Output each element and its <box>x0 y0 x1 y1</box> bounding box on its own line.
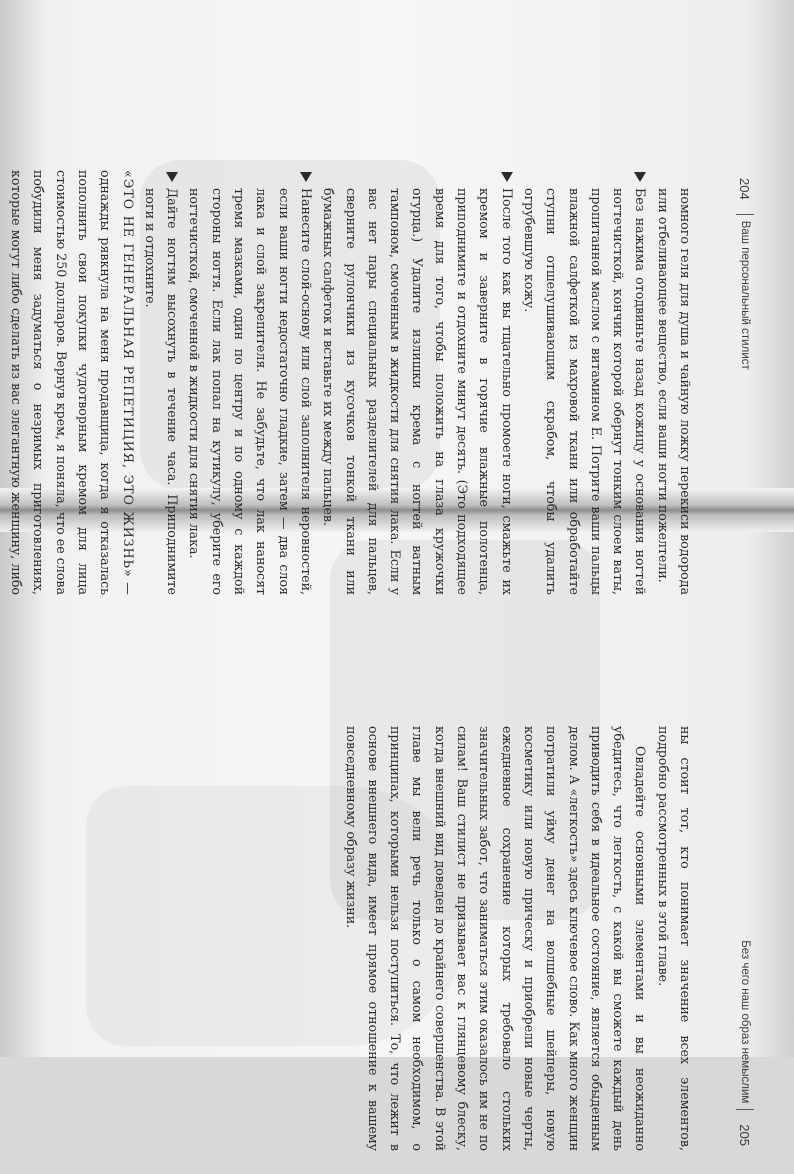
quote-paragraph <box>0 170 139 595</box>
left-page <box>9 140 766 618</box>
running-head-right <box>736 940 754 1154</box>
triangle-bullet-icon <box>501 172 513 182</box>
running-head-title: Без чего наш образ немыслим <box>739 940 751 1104</box>
page-body <box>339 726 696 1151</box>
quote-text: — однажды рявкнула на меня продавщица, когда я отказалась пополнить свои покупки чудотворным кремом для лица стоимостью 250 долларов. Вернув крем, я поняла, что ее слова побудили меня задуматься о незримых приготовлениях, которые могут либо сделать из вас элегантную женщину, либо <box>9 170 136 595</box>
list-item-text: Без нажима отодвиньте назад кожицу у основания ногтей ногтечисткой, кончик которой обернут тонким слоем ваты, пропитанной маслом с витамином Е. Потрите ваши пальцы влажной салфеткой из махровой ткани или обработайте ступни отшелушивающим скрабом, чтобы удалить огрубевшую кожу. <box>521 188 649 595</box>
triangle-bullet-icon <box>166 172 178 182</box>
list-item-text: Нанесите слой-основу или слой заполнителя неровностей, если ваши ногти недостаточно гладкие, затем — два слоя лака и слой закрепителя. Не забудьте, что лак наносят тремя мазками, один по центру и по одному с каждой стороны ногтя. Если лак попал на кутикулу, уберите его ногтечисткой, смоченной в жидкости для снятия лака. <box>187 188 314 595</box>
list-item <box>139 170 184 595</box>
head-rule <box>736 214 754 215</box>
paragraph: ны стоит тот, кто понимает значение всех элементов, подробно рассмотренных в этой главе. <box>655 726 693 1151</box>
paragraph: номного геля для душа и чайную ложку перекиси водорода или отбеливающее вещество, если ваши ногти пожелтели. <box>655 188 693 595</box>
right-page <box>26 696 766 1174</box>
list-item-text: Дайте ногтям высохнуть в течение часа. Приподнимите ноги и отдохните. <box>142 188 181 595</box>
page-number: 204 <box>737 178 753 200</box>
triangle-bullet-icon <box>300 172 312 182</box>
running-head-left <box>736 170 754 370</box>
page-body <box>0 170 696 595</box>
running-head-title: Ваш персональный стилист <box>739 220 751 370</box>
list-item <box>183 170 317 595</box>
quote-caps: «ЭТО НЕ ГЕНЕРАЛЬНАЯ РЕПЕТИЦИЯ, ЭТО ЖИЗНЬ» <box>120 170 136 578</box>
head-rule <box>736 1109 754 1110</box>
list-item <box>518 170 652 595</box>
paragraph: Овладейте основными элементами и вы неожиданно убедитесь, что легкость, с какой вы сможете каждый день приводить себя в идеальное состояние, является обыденным делом. А «легкость» здесь ключевое слово. Как много женщин потратили уйму денег на волшебные шейперы, новую косметику или новую прическу и приобрели новые черты, ежедневное сохранение которых требовало стольких значительных забот, что заниматься этим оказалось им не по силам! Ваш стилист не призывает вас к глянцевому блеску, когда внешний вид доведен до крайнего совершенства. В этой главе мы вели речь только о самом необходимом, о принципах, которыми нельзя поступиться. То, что лежит в основе внешнего вида, имеет прямое отношение к вашему повседневному образу жизни. <box>343 726 649 1151</box>
page-number: 205 <box>737 1124 753 1146</box>
list-item <box>317 170 518 595</box>
list-item-text: После того как вы тщательно промоете ноги, смажьте их кремом и заверните в горячие влажные полотенца, приподнимите и отдохните минут десять. (Это подходящее время для того, чтобы положить на глаза кружочки огурца.) Удалите излишки крема с ногтей ватным тампоном, смоченным в жидкости для снятия лака. Если у вас нет пары специальных разделителей для пальцев, сверните рулончики из кусочков тонкой ткани или бумажных салфеток и вставьте их между пальцев. <box>321 188 515 595</box>
triangle-bullet-icon <box>634 172 646 182</box>
